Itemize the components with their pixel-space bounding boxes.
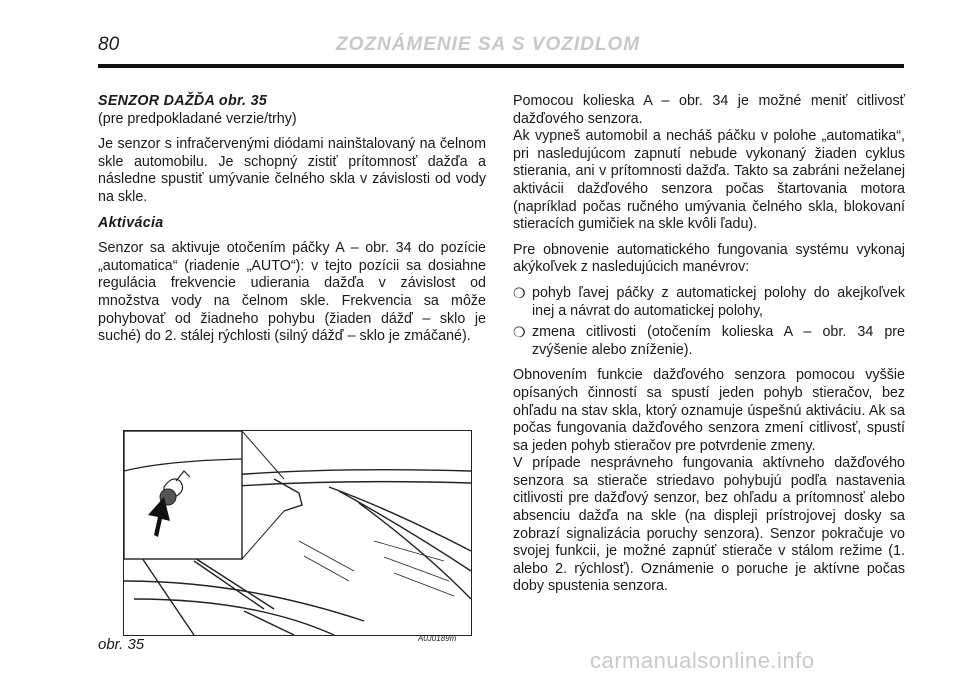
activation-paragraph: Senzor sa aktivuje otočením páčky A – obr. 34 do pozície „automatica“ (riadenie „AUTO“): v tejto pozícii sa dosiahne regulácia frekvencie udierania dažďa v závislost od množstva vody na čelnom skle. Frekvencia sa môže pohybovať od žiadneho pohybu (žiaden dážď – sklo je suché) do 2. stálej rýchlosti (silný dážď – sklo je zmáčané).: [98, 240, 486, 345]
bullet-text: zmena citlivosti (otočením kolieska A – obr. 34 pre zvýšenie alebo zníženie).: [532, 324, 905, 358]
figure-code: A0J0189m: [418, 634, 457, 643]
sensitivity-paragraph: Pomocou kolieska A – obr. 34 je možné meniť citlivosť dažďového senzora.: [513, 93, 905, 127]
bullet-circle-icon: ❍: [513, 324, 526, 341]
header-rule: [98, 64, 904, 68]
left-column: [98, 93, 486, 354]
bullet-item: [513, 324, 905, 359]
restore-result-paragraph: Obnovením funkcie dažďového senzora pomocou vyššie opísaných činností sa spustí jeden pohyb stieračov, bez ohľadu na stav skla, ktorý oznamuje úspešnú aktiváciu. Ak sa počas fungovania dažďového senzora zmení citlivosť, spustí sa jeden pohyb stieračov pre potvrdenie zmeny.: [513, 367, 905, 454]
malfunction-paragraph: V prípade nesprávneho fungovania aktívneho dažďového senzora sa stierače striedavo pohybujú podľa nastavenia citlivosti pre dažďový senzor, bez ohľadu a prítomnosť alebo absenciu dažďa na skle (na displeji prístrojovej dosky sa zobrazí signalizácia poruchy senzora). Senzor pokračuje vo svojej funkcii, je možné zapnúť stierače v stálom režime (1. alebo 2. rýchlosť). Oznámenie o poruche je aktívne počas doby spustenia senzora.: [513, 455, 905, 595]
intro-paragraph: Je senzor s infračervenými diódami nainštalovaný na čelnom skle automobilu. Je schopný zistiť prítomnosť dažďa a následne spustiť umývanie čelného skla v závislosti od vody na skle.: [98, 136, 486, 205]
figure-caption: obr. 35: [98, 636, 145, 653]
restore-intro-paragraph: Pre obnovenie automatického fungovania systému vykonaj akýkoľvek z nasledujúcich manévrov:: [513, 241, 905, 276]
section-title: SENZOR DAŽĎA obr. 35: [98, 93, 268, 109]
watermark: carmanualsonline.info: [590, 648, 815, 673]
bullet-circle-icon: ❍: [513, 284, 526, 301]
bullet-item: [513, 285, 905, 320]
windshield-drawing: [124, 431, 471, 635]
activation-heading: Aktivácia: [98, 214, 164, 231]
auto-off-paragraph: Ak vypneš automobil a necháš páčku v polohe „automatika“, pri nasledujúcom zapnutí nebude vykonaný žiaden cyklus stierania, ani v prítomnosti dažďa. Takto sa zabráni neželanej aktivácii dažďového senzora počas štartovania motora (napríklad počas ručného umývania čelného skla, blokovaní stieracích gumičiek na skle kvôli ľadu).: [513, 128, 905, 233]
page-number: 80: [98, 34, 120, 55]
bullet-text: pohyb ľavej páčky z automatickej polohy do akejkoľvek inej a návrat do automatickej polohy,: [532, 284, 905, 319]
rain-sensor-illustration: [123, 430, 472, 636]
right-column: [513, 93, 905, 604]
section-subtitle: (pre predpokladané verzie/trhy): [98, 110, 297, 127]
page-header-title: ZOZNÁMENIE SA S VOZIDLOM: [336, 34, 641, 55]
